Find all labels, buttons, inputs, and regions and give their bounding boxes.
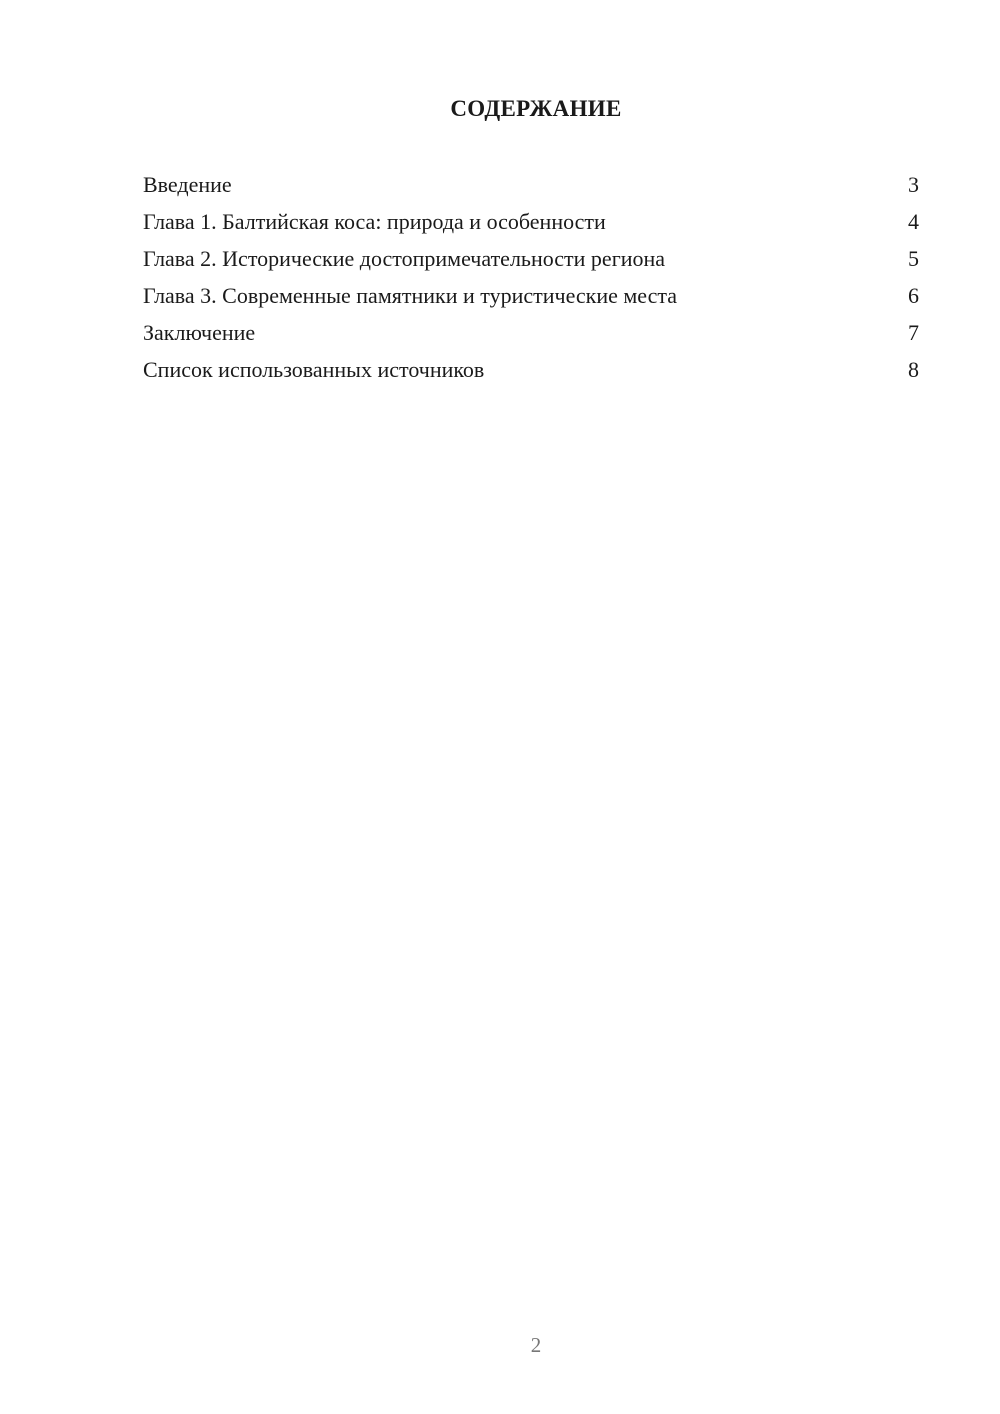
toc-entry-page: 5 xyxy=(908,246,919,271)
toc-entry-page: 4 xyxy=(908,209,919,234)
toc-entry-label: Введение xyxy=(143,172,232,197)
toc-entry-chapter-1[interactable] xyxy=(143,203,919,240)
toc-entry-page: 7 xyxy=(908,320,919,345)
toc-entry-page: 8 xyxy=(908,357,919,382)
page-number: 2 xyxy=(530,1333,542,1357)
toc-entry-introduction[interactable] xyxy=(143,166,919,203)
toc-entry-label: Глава 2. Исторические достопримечательности региона xyxy=(143,246,666,271)
toc-entry-conclusion[interactable] xyxy=(143,314,919,351)
toc-entry-chapter-2[interactable] xyxy=(143,240,919,277)
toc-entry-references[interactable] xyxy=(143,351,919,388)
toc-entry-label: Глава 1. Балтийская коса: природа и особенности xyxy=(143,209,606,234)
toc-entry-label: Заключение xyxy=(143,320,256,345)
toc-list xyxy=(143,166,919,388)
toc-entry-label: Список использованных источников xyxy=(143,357,485,382)
toc-entry-chapter-3[interactable] xyxy=(143,277,919,314)
toc-entry-label: Глава 3. Современные памятники и туристические места xyxy=(143,283,678,308)
toc-title: СОДЕРЖАНИЕ xyxy=(450,96,622,121)
toc-entry-page: 6 xyxy=(908,283,919,308)
toc-entry-page: 3 xyxy=(908,172,919,197)
